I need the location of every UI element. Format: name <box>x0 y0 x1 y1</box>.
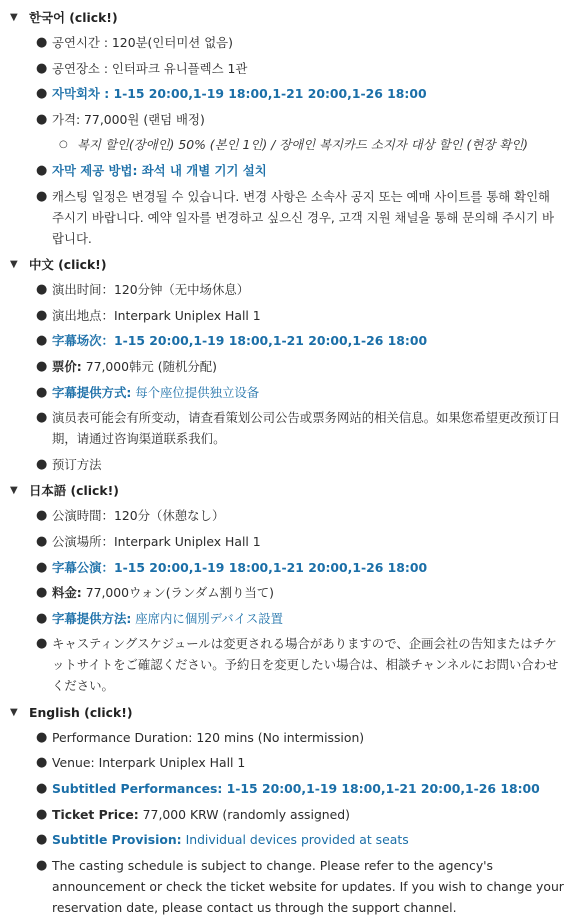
disc-bullet-icon: ● <box>36 559 48 575</box>
item-text: 公演場所：Interpark Uniplex Hall 1 <box>52 533 261 549</box>
disc-bullet-icon: ● <box>36 636 48 652</box>
disc-bullet-icon: ● <box>36 729 48 745</box>
sub-list-item <box>0 134 576 155</box>
item-text: 预订方法 <box>52 456 102 472</box>
disc-bullet-icon: ● <box>36 781 48 797</box>
disc-bullet-icon: ● <box>36 307 48 323</box>
triangle-down-icon: ▼ <box>10 485 18 497</box>
disc-bullet-icon: ● <box>36 508 48 524</box>
list-item <box>0 778 576 799</box>
list-item <box>0 160 576 181</box>
item-text: Subtitled Performances: 1-15 20:00,1-19 18:00,1-21 20:00,1-26 18:00 <box>52 781 540 797</box>
list-item <box>0 454 576 475</box>
item-text: 公演時間：120分（休憩なし） <box>52 508 225 524</box>
item-text: 演出地点：Interpark Uniplex Hall 1 <box>52 307 261 323</box>
item-value: 77,000韩元 (随机分配) <box>81 358 217 374</box>
disc-bullet-icon: ● <box>36 333 48 349</box>
item-text: 가격: 77,000원 (랜덤 배정) <box>52 111 205 127</box>
item-label: 字幕提供方式: <box>52 384 132 400</box>
list-item <box>0 32 576 53</box>
item-text: 공연장소 : 인터파크 유니플렉스 1관 <box>52 60 248 76</box>
disc-bullet-icon: ● <box>36 384 48 400</box>
sub-item-text: 복지 할인(장애인) 50% (본인 1인) / 장애인 복지카드 소지자 대상 할인 (현장 확인) <box>77 137 529 153</box>
list-item <box>0 804 576 825</box>
list-item <box>0 505 576 526</box>
item-label: Subtitle Provision: <box>52 832 182 848</box>
details-summary[interactable] <box>0 253 576 277</box>
list-item <box>0 829 576 850</box>
section-chinese <box>0 253 576 475</box>
list-item <box>0 330 576 351</box>
disc-bullet-icon: ● <box>36 832 48 848</box>
item-text: 字幕公演：1-15 20:00,1-19 18:00,1-21 20:00,1-26 18:00 <box>52 559 428 575</box>
list-item <box>0 855 576 918</box>
list-item <box>0 608 576 629</box>
item-value: 77,000 KRW (randomly assigned) <box>138 806 350 822</box>
list-item <box>0 407 576 449</box>
list-item <box>0 279 576 300</box>
summary-label: 한국어 (click!) <box>29 10 118 25</box>
item-text: Performance Duration: 120 mins (No intermission) <box>52 729 365 745</box>
summary-label: English (click!) <box>29 704 133 720</box>
item-text: キャスティングスケジュールは変更される場合がありますので、企画会社の告知またはチケットサイトをご確認ください。予約日を変更したい場合は、相談チャンネルにお問い合わせください。 <box>52 636 559 694</box>
list-item <box>0 727 576 748</box>
item-text: 字幕场次：1-15 20:00,1-19 18:00,1-21 20:00,1-26 18:00 <box>52 333 428 349</box>
disc-bullet-icon: ● <box>36 857 48 873</box>
list-item <box>0 305 576 326</box>
disc-bullet-icon: ● <box>36 806 48 822</box>
item-value: 每个座位提供独立设备 <box>131 384 260 400</box>
item-text: 자막 제공 방법: 좌석 내 개별 기기 설치 <box>52 162 267 178</box>
list-item <box>0 109 576 130</box>
disc-bullet-icon: ● <box>36 282 48 298</box>
details-summary[interactable] <box>0 479 576 503</box>
disc-bullet-icon: ● <box>36 755 48 771</box>
disc-bullet-icon: ● <box>36 111 48 127</box>
circle-bullet-icon: ○ <box>59 139 68 151</box>
disc-bullet-icon: ● <box>36 410 48 426</box>
item-label: 料金: <box>52 585 82 601</box>
triangle-down-icon: ▼ <box>10 259 18 271</box>
list-item <box>0 633 576 696</box>
disc-bullet-icon: ● <box>36 35 48 50</box>
disc-bullet-icon: ● <box>36 456 48 472</box>
list-item <box>0 582 576 603</box>
list-item <box>0 382 576 403</box>
list-item <box>0 752 576 773</box>
list-item <box>0 356 576 377</box>
details-summary[interactable] <box>0 6 576 30</box>
list-item <box>0 58 576 79</box>
section-korean <box>0 6 576 249</box>
disc-bullet-icon: ● <box>36 610 48 626</box>
disc-bullet-icon: ● <box>36 86 48 102</box>
item-text: 演出时间：120分钟（无中场休息） <box>52 282 250 298</box>
disc-bullet-icon: ● <box>36 188 48 204</box>
disc-bullet-icon: ● <box>36 60 48 76</box>
item-text: 자막회차 : 1-15 20:00,1-19 18:00,1-21 20:00,1-26 18:00 <box>52 86 427 102</box>
item-label: 票价: <box>52 358 82 374</box>
item-value: Individual devices provided at seats <box>181 832 409 848</box>
item-label: Ticket Price: <box>52 806 139 822</box>
triangle-down-icon: ▼ <box>10 12 18 23</box>
item-text: 캐스팅 일정은 변경될 수 있습니다. 변경 사항은 소속사 공지 또는 예매 사이트를 통해 확인해 주시기 바랍니다. 예약 일자를 변경하고 싶으신 경우, 고객 지원 채널을 통해 문의해 주시기 바랍니다. <box>52 188 554 246</box>
list-item <box>0 83 576 104</box>
details-summary[interactable] <box>0 701 576 725</box>
item-text: 공연시간 : 120분(인터미션 없음) <box>52 35 233 50</box>
list-item <box>0 531 576 552</box>
disc-bullet-icon: ● <box>36 358 48 374</box>
summary-label: 中文 (click!) <box>29 257 107 273</box>
item-text: 演员表可能会有所变动，请查看策划公司公告或票务网站的相关信息。如果您希望更改预订日期，请通过咨询渠道联系我们。 <box>52 410 561 447</box>
list-item <box>0 186 576 249</box>
item-value: 77,000ウォン(ランダム割り当て) <box>81 585 275 601</box>
item-text: The casting schedule is subject to change. Please refer to the agency's announcement or check the ticket website for updates. If you wish to change your reservation date, please contact us through the support channel. <box>52 857 564 915</box>
item-label: 字幕提供方法: <box>52 610 132 626</box>
list-item <box>0 557 576 578</box>
disc-bullet-icon: ● <box>36 585 48 601</box>
summary-label: 日本語 (click!) <box>29 483 119 499</box>
triangle-down-icon: ▼ <box>10 706 18 718</box>
item-value: 座席内に個別デバイス設置 <box>131 610 284 626</box>
item-text: Venue: Interpark Uniplex Hall 1 <box>52 755 246 771</box>
section-english <box>0 701 576 918</box>
disc-bullet-icon: ● <box>36 533 48 549</box>
disc-bullet-icon: ● <box>36 162 48 178</box>
section-japanese <box>0 479 576 696</box>
